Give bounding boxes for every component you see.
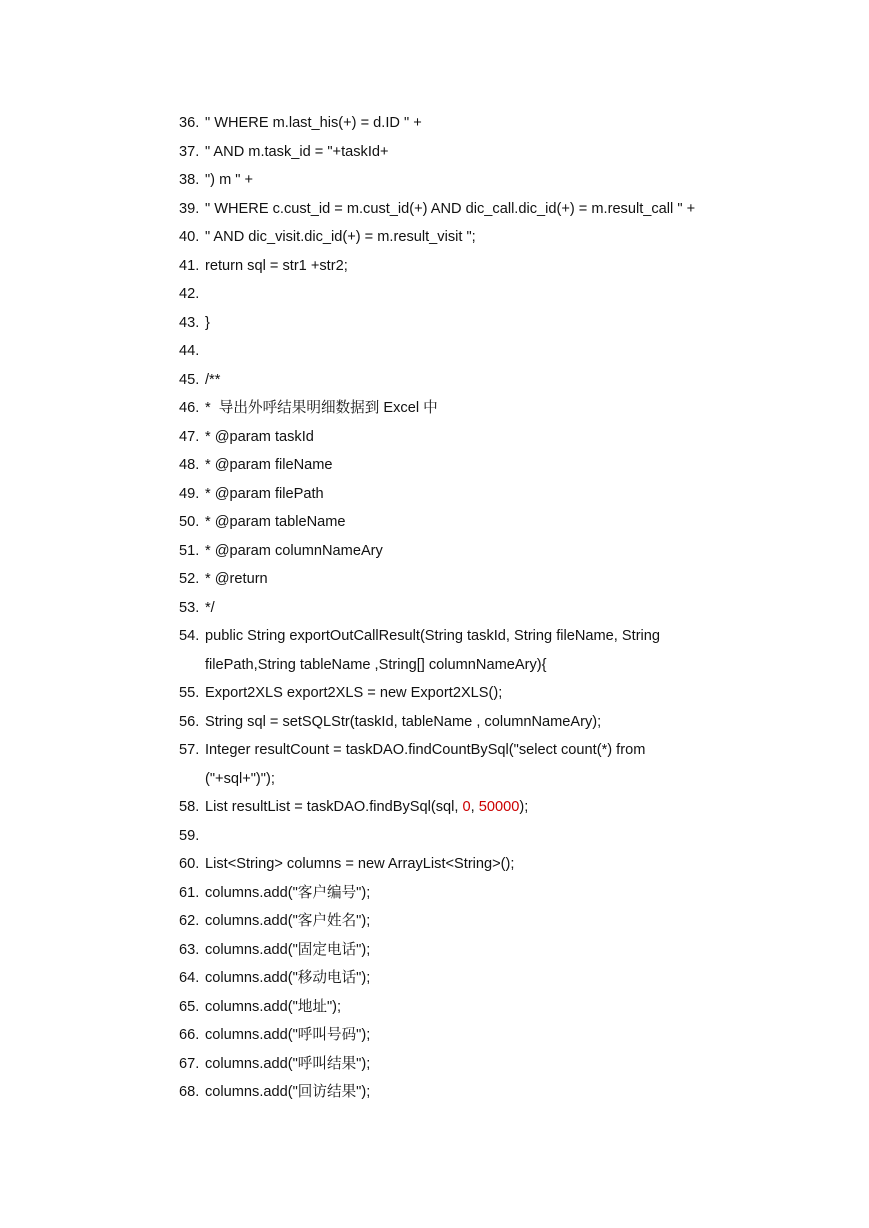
code-line bbox=[0, 683, 869, 712]
line-number: 38. bbox=[179, 172, 200, 188]
line-number: 52. bbox=[179, 571, 200, 587]
line-number: 63. bbox=[179, 941, 200, 958]
code-text: columns.add("回访结果"); bbox=[205, 1084, 371, 1100]
line-number: 50. bbox=[179, 514, 200, 530]
line-number: 68. bbox=[179, 1084, 200, 1100]
line-number: 61. bbox=[179, 884, 200, 901]
line-number: 37. bbox=[179, 143, 200, 160]
code-fragment: , bbox=[470, 799, 479, 815]
line-number: 59. bbox=[179, 827, 200, 844]
code-line bbox=[0, 997, 869, 1026]
line-number: 53. bbox=[179, 599, 200, 616]
code-text: columns.add("呼叫号码"); bbox=[205, 1027, 371, 1043]
code-text: String sql = setSQLStr(taskId, tableName , columnNameAry); bbox=[205, 713, 602, 730]
code-text: * @param filePath bbox=[205, 485, 324, 502]
code-text: columns.add("移动电话"); bbox=[205, 970, 371, 986]
line-number: 47. bbox=[179, 428, 200, 445]
code-line bbox=[0, 142, 869, 171]
line-number: 57. bbox=[179, 742, 200, 758]
code-text: columns.add("客户编号"); bbox=[205, 884, 371, 901]
code-text: * @param columnNameAry bbox=[205, 542, 383, 559]
code-line bbox=[0, 940, 869, 969]
code-text: columns.add("固定电话"); bbox=[205, 941, 371, 958]
code-fragment: ); bbox=[519, 799, 529, 815]
code-line bbox=[0, 968, 869, 997]
code-line bbox=[0, 569, 869, 598]
line-number: 40. bbox=[179, 229, 200, 245]
code-text: return sql = str1 +str2; bbox=[205, 257, 348, 274]
code-text: * @param fileName bbox=[205, 457, 333, 473]
code-line bbox=[0, 712, 869, 741]
line-number: 67. bbox=[179, 1055, 200, 1072]
code-line bbox=[0, 427, 869, 456]
code-text: public String exportOutCallResult(String taskId, String fileName, String bbox=[205, 628, 661, 644]
line-number: 66. bbox=[179, 1027, 200, 1043]
code-text: * @return bbox=[205, 571, 268, 587]
code-line bbox=[0, 1082, 869, 1111]
code-text: * @param tableName bbox=[205, 514, 346, 530]
code-line bbox=[0, 484, 869, 513]
code-line bbox=[0, 598, 869, 627]
code-text: * @param taskId bbox=[205, 428, 314, 445]
code-line bbox=[0, 341, 869, 370]
line-number: 58. bbox=[179, 799, 200, 815]
code-line bbox=[0, 541, 869, 570]
code-text: " AND m.task_id = "+taskId+ bbox=[205, 143, 389, 160]
code-text: } bbox=[205, 314, 210, 331]
code-text bbox=[205, 797, 528, 818]
code-text: " AND dic_visit.dic_id(+) = m.result_visit "; bbox=[205, 229, 476, 245]
code-continuation: filePath,String tableName ,String[] columnNameAry){ bbox=[205, 656, 547, 673]
line-number: 43. bbox=[179, 314, 200, 331]
code-line bbox=[0, 512, 869, 541]
line-number: 60. bbox=[179, 856, 200, 872]
code-line bbox=[0, 370, 869, 399]
code-line bbox=[0, 911, 869, 940]
code-line bbox=[0, 797, 869, 826]
code-line bbox=[0, 284, 869, 313]
code-fragment: List resultList = taskDAO.findBySql(sql, bbox=[205, 799, 463, 815]
code-line bbox=[0, 313, 869, 342]
code-line bbox=[0, 626, 869, 683]
code-line bbox=[0, 826, 869, 855]
code-text: List<String> columns = new ArrayList<String>(); bbox=[205, 856, 515, 872]
code-line bbox=[0, 199, 869, 228]
code-text: ") m " + bbox=[205, 172, 254, 188]
code-line bbox=[0, 227, 869, 256]
code-line bbox=[0, 740, 869, 797]
code-line bbox=[0, 398, 869, 427]
number-literal: 0 bbox=[462, 799, 471, 815]
code-text: Export2XLS export2XLS = new Export2XLS(); bbox=[205, 685, 503, 701]
code-line bbox=[0, 854, 869, 883]
line-number: 62. bbox=[179, 913, 200, 929]
code-line bbox=[0, 455, 869, 484]
code-line bbox=[0, 256, 869, 285]
code-text: columns.add("地址"); bbox=[205, 998, 342, 1015]
code-text: columns.add("客户姓名"); bbox=[205, 913, 371, 929]
code-line bbox=[0, 883, 869, 912]
code-text: /** bbox=[205, 371, 221, 388]
line-number: 56. bbox=[179, 713, 200, 730]
line-number: 49. bbox=[179, 485, 200, 502]
line-number: 54. bbox=[179, 628, 200, 644]
code-text: Integer resultCount = taskDAO.findCountBySql("select count(*) from bbox=[205, 742, 646, 758]
line-number: 64. bbox=[179, 970, 200, 986]
line-number: 65. bbox=[179, 998, 200, 1015]
code-continuation: ("+sql+")"); bbox=[205, 770, 275, 787]
line-number: 46. bbox=[179, 400, 200, 416]
line-number: 51. bbox=[179, 542, 200, 559]
line-number: 48. bbox=[179, 457, 200, 473]
line-number: 42. bbox=[179, 286, 200, 302]
line-number: 41. bbox=[179, 257, 200, 274]
line-number: 39. bbox=[179, 200, 200, 217]
code-text: */ bbox=[205, 599, 215, 616]
line-number: 36. bbox=[179, 115, 200, 131]
line-number: 44. bbox=[179, 343, 200, 359]
code-text: " WHERE c.cust_id = m.cust_id(+) AND dic_call.dic_id(+) = m.result_call " + bbox=[205, 200, 696, 217]
number-literal: 50000 bbox=[478, 799, 520, 815]
line-number: 45. bbox=[179, 371, 200, 388]
code-line bbox=[0, 170, 869, 199]
code-line bbox=[0, 1025, 869, 1054]
code-line bbox=[0, 1054, 869, 1083]
line-number: 55. bbox=[179, 685, 200, 701]
code-text: columns.add("呼叫结果"); bbox=[205, 1055, 371, 1072]
code-line bbox=[0, 113, 869, 142]
code-text: * 导出外呼结果明细数据到 Excel 中 bbox=[205, 400, 438, 416]
code-listing bbox=[0, 113, 869, 1111]
code-text: " WHERE m.last_his(+) = d.ID " + bbox=[205, 115, 422, 131]
